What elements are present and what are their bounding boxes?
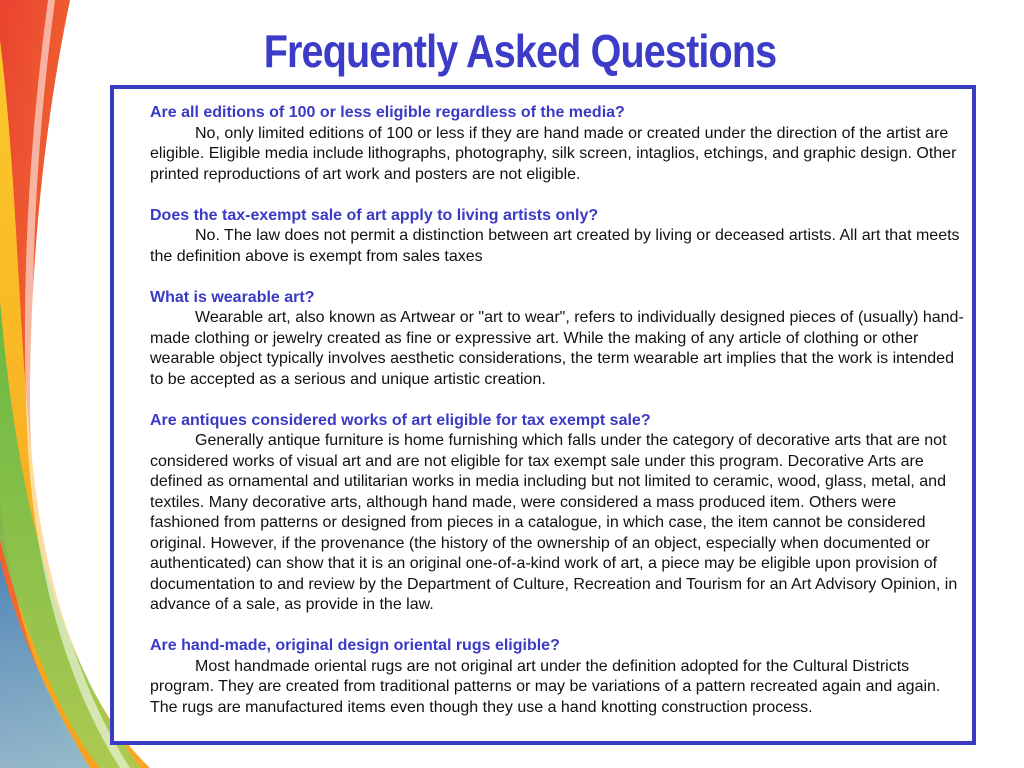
faq-answer: No. The law does not permit a distinction between art created by living or deceased artists. All art that meets the definition above is exempt from sales taxes [150,227,960,265]
faq-question: Are all editions of 100 or less eligible regardless of the media? [150,104,625,121]
faq-item [150,411,968,616]
faq-question: Are hand-made, original design oriental rugs eligible? [150,637,560,654]
faq-question: Does the tax-exempt sale of art apply to living artists only? [150,206,599,224]
faq-item [150,103,968,185]
faq-answer: Generally antique furniture is home furnishing which falls under the category of decorative arts that are not considered works of visual art and are not eligible for tax exempt sale under this program. Decorative Arts are defined as ornamental and utilitarian works in media including but not limited to ceramic, wood, glass, metal, and textiles. Many decorative arts, although hand made, were considered a mass produced item. Others were fashioned from patterns or designed from pieces in a catalogue, in which case, the item cannot be considered original. However, if the provenance (the history of the ownership of an object, especially when documented or authenticated) can show that it is an original one-of-a-kind work of art, a piece may be eligible upon provision of documentation to and review by the Department of Culture, Recreation and Tourism for an Art Advisory Opinion, in advance of a sale, as provide in the law. [150,432,958,613]
faq-item [150,288,968,391]
faq-question: Are antiques considered works of art eligible for tax exempt sale? [150,411,651,429]
faq-answer: Most handmade oriental rugs are not original art under the definition adopted for the Cultural Districts program. They are created from traditional patterns or may be variations of a pattern recreated again and again. The rugs are manufactured items even though they use a hand knotting construction process. [150,657,941,716]
faq-question: What is wearable art? [150,288,315,306]
faq-panel [110,85,976,745]
faq-answer: No, only limited editions of 100 or less if they are hand made or created under the direction of the artist are eligible. Eligible media include lithographs, photography, silk screen, intaglios, etchings, and graphic design. Other printed reproductions of art work and posters are not eligible. [150,124,957,183]
page-title: Frequently Asked Questions [263,25,777,77]
faq-item [150,206,968,268]
faq-list [150,103,968,739]
faq-answer: Wearable art, also known as Artwear or "art to wear", refers to individually designed pieces of (usually) hand-made clothing or jewelry created as fine or expressive art. While the making of any article of clothing or other wearable object typically involves aesthetic considerations, the term wearable art implies that the work is intended to be accepted as a serious and unique artistic creation. [150,309,964,388]
faq-item [150,636,968,718]
